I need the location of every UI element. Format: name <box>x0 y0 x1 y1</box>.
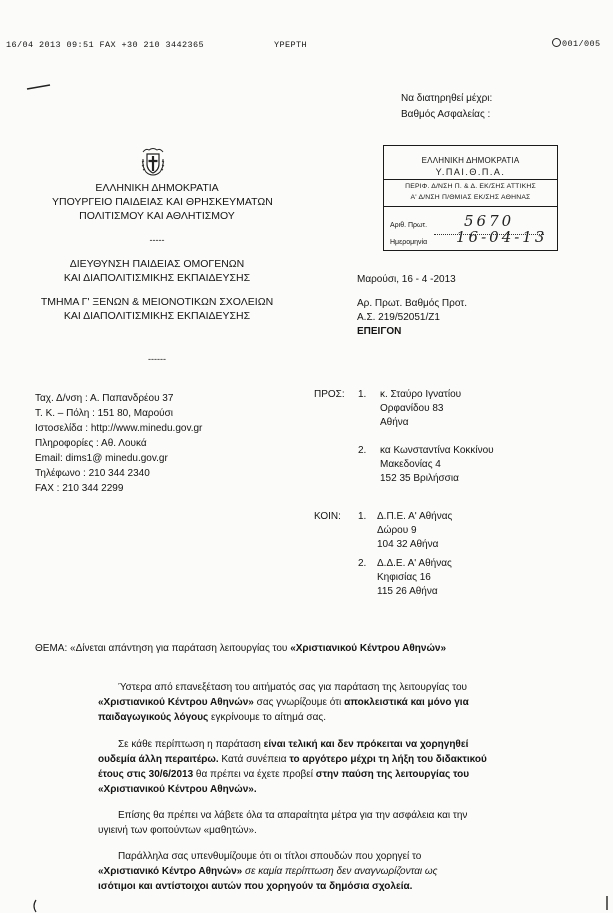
paragraph-2-line-3: έτους στις 30/6/2013 θα πρέπει να έχετε προβεί στην παύση της λειτουργίας του <box>98 769 470 780</box>
place-date: Μαρούσι, 16 - 4 -2013 <box>357 274 456 285</box>
paragraph-2-line-2: ουδεμία άλλη περαιτέρω. Κατά συνέπεια το αργότερο μέχρι τη λήξη του διδακτικού <box>98 754 487 765</box>
stamp-protocol-label: Αριθ. Πρωτ. <box>390 222 428 229</box>
fax-page-icon <box>552 38 561 47</box>
department-name: ΤΜΗΜΑ Γ' ΞΕΝΩΝ & ΜΕΙΟΝΟΤΙΚΩΝ ΣΧΟΛΕΙΩΝ ΚΑΙ ΔΙΑΠΟΛΙΤΙΣΜΙΚΗΣ ΕΚΠΑΙΔΕΥΣΗΣ <box>40 296 274 322</box>
sender-contact <box>35 391 202 496</box>
ministry-name: ΥΠΟΥΡΓΕΙΟ ΠΑΙΔΕΙΑΣ ΚΑΙ ΘΡΗΣΚΕΥΜΑΤΩΝ <box>52 196 273 208</box>
cc-1-address: Δ.Π.Ε. Α' Αθήνας Δώρου 9 104 32 Αθήνα <box>377 511 453 550</box>
state-name: ΕΛΛΗΝΙΚΗ ΔΗΜΟΚΡΑΤΙΑ <box>95 182 219 194</box>
paragraph-3-line-2: υγιεινή των φοιτούντων «μαθητών». <box>98 825 257 836</box>
paragraph-4-line-3: ισότιμοι και αντίστοιχοι αυτών που χορηγούν τα δημόσια σχολεία. <box>98 881 413 892</box>
to-2-address: κα Κωνσταντίνα Κοκκίνου Μακεδονίας 4 152 35 Βριλήσσια <box>380 445 494 484</box>
greek-coat-of-arms-icon <box>140 147 166 177</box>
edge-mark <box>604 895 612 911</box>
cc-2-num: 2. <box>358 558 367 569</box>
to-label: ΠΡΟΣ: <box>314 389 345 400</box>
protocol-line: Αρ. Πρωτ. Βαθμός Προτ. <box>357 298 467 309</box>
to-2-num: 2. <box>358 445 367 456</box>
sender-address: Ταχ. Δ/νση : Α. Παπανδρέου 37 <box>35 393 174 404</box>
sender-phone: Τηλέφωνο : 210 344 2340 <box>35 468 150 479</box>
ministry-name-cont: ΠΟΛΙΤΙΣΜΟΥ ΚΑΙ ΑΘΛΗΤΙΣΜΟΥ <box>79 210 235 222</box>
sender-website: Ιστοσελίδα : http://www.minedu.gov.gr <box>35 423 203 434</box>
to-1-address: κ. Σταύρο Ιγνατίου Ορφανίδου 83 Αθήνα <box>380 389 462 428</box>
security-level-label: Βαθμός Ασφαλείας : <box>401 109 491 120</box>
registry-stamp: ΕΛΛΗΝΙΚΗ ΔΗΜΟΚΡΑΤΙΑ Υ.ΠΑΙ.Θ.Π.Α. ΠΕΡΙΦ. Δ/ΝΣΗ Π. & Δ. ΕΚ/ΣΗΣ ΑΤΤΙΚΗΣ Α' Δ/ΝΣΗ Π/ΘΜΙΑΣ ΕΚ/ΣΗΣ ΑΘΗΝΑΣ Αριθ. Πρωτ. 5670 Ημερομηνία 16-04-13 <box>383 145 558 251</box>
ministry-header <box>52 181 273 223</box>
paragraph-1-line-1: Ύστερα από επανεξέταση του αιτήματός σας για παράταση της λειτουργίας του <box>118 682 467 693</box>
sender-email: Email: dims1@ minedu.gov.gr <box>35 453 168 464</box>
paragraph-2-line-4: «Χριστιανικού Κέντρου Αθηνών». <box>98 784 257 795</box>
scan-mark <box>26 82 52 92</box>
to-1-num: 1. <box>358 389 367 400</box>
separator: ----- <box>149 235 165 245</box>
fax-page-number: 001/005 <box>552 38 601 49</box>
stamp-date-label: Ημερομηνία <box>390 239 428 246</box>
sender-postcode: Τ. Κ. – Πόλη : 151 80, Μαρούσι <box>35 408 173 419</box>
sender-info: Πληροφορίες : Αθ. Λουκά <box>35 438 147 449</box>
paragraph-4-line-2: «Χριστιανικό Κέντρο Αθηνών» σε καμία περίπτωση δεν αναγνωρίζονται ως <box>98 866 438 877</box>
cc-label: ΚΟΙΝ: <box>314 511 341 522</box>
subject-line: ΘΕΜΑ: «Δίνεται απάντηση για παράταση λειτουργίας του «Χριστιανικού Κέντρου Αθηνών» <box>35 643 447 654</box>
fax-header-left: 16/04 2013 09:51 FAX +30 210 3442365 <box>6 40 205 50</box>
cc-1-num: 1. <box>358 511 367 522</box>
stamp-protocol-number: 5670 <box>464 212 515 230</box>
as-reference: Α.Σ. 219/52051/Ζ1 <box>357 312 440 323</box>
fax-header-center: ΥΡΕΡΤΗ <box>274 40 308 50</box>
paragraph-2-line-1: Σε κάθε περίπτωση η παράταση είναι τελική και δεν πρόκειται να χορηγηθεί <box>118 739 469 750</box>
sender-fax: FAX : 210 344 2299 <box>35 483 124 494</box>
directorate-name: ΔΙΕΥΘΥΝΣΗ ΠΑΙΔΕΙΑΣ ΟΜΟΓΕΝΩΝ ΚΑΙ ΔΙΑΠΟΛΙΤΙΣΜΙΚΗΣ ΕΚΠΑΙΔΕΥΣΗΣ <box>63 258 251 284</box>
margin-mark <box>30 898 44 913</box>
cc-2-address: Δ.Δ.Ε. Α' Αθήνας Κηφισίας 16 115 26 Αθήνα <box>377 558 452 597</box>
paragraph-4-line-1: Παράλληλα σας υπενθυμίζουμε ότι οι τίτλοι σπουδών που χορηγεί το <box>118 851 422 862</box>
keep-until-label: Να διατηρηθεί μέχρι: <box>401 93 493 104</box>
separator-2: ------ <box>148 354 166 364</box>
paragraph-3-line-1: Επίσης θα πρέπει να λάβετε όλα τα απαραίτητα μέτρα για την ασφάλεια και την <box>118 810 468 821</box>
stamp-date: 16-04-13 <box>456 228 548 246</box>
paragraph-1-line-3: παιδαγωγικούς λόγους εγκρίνουμε το αίτημά σας. <box>98 712 326 723</box>
urgency-label: ΕΠΕΙΓΟΝ <box>357 326 402 337</box>
paragraph-1-line-2: «Χριστιανικού Κέντρου Αθηνών» σας γνωρίζουμε ότι αποκλειστικά και μόνο για <box>98 697 469 708</box>
